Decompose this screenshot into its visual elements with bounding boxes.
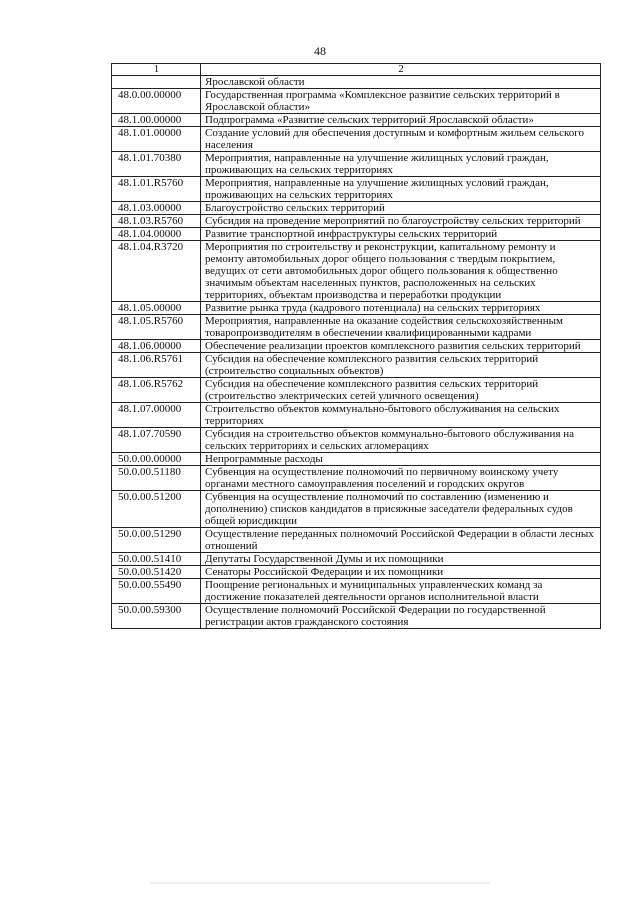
table-row bbox=[112, 466, 601, 491]
table-row bbox=[112, 228, 601, 241]
table-row bbox=[112, 340, 601, 353]
row-name: Развитие рынка труда (кадрового потенциала) на сельских территориях bbox=[201, 302, 601, 315]
table-row bbox=[112, 528, 601, 553]
row-code: 48.1.01.R5760 bbox=[112, 177, 201, 202]
row-code: 50.0.00.00000 bbox=[112, 453, 201, 466]
row-code: 50.0.00.59300 bbox=[112, 604, 201, 629]
table-row bbox=[112, 241, 601, 302]
table-row bbox=[112, 315, 601, 340]
table-row bbox=[112, 491, 601, 528]
table-row bbox=[112, 302, 601, 315]
row-code: 48.0.00.00000 bbox=[112, 89, 201, 114]
budget-codes-table bbox=[111, 63, 601, 629]
table-row bbox=[112, 428, 601, 453]
row-code: 50.0.00.51420 bbox=[112, 566, 201, 579]
table-row bbox=[112, 215, 601, 228]
row-name: Мероприятия, направленные на оказание содействия сельскохозяйственным товаропроизводителям в обеспечении квалифицированными кадрами bbox=[201, 315, 601, 340]
table-row bbox=[112, 177, 601, 202]
row-code: 50.0.00.55490 bbox=[112, 579, 201, 604]
row-name: Подпрограмма «Развитие сельских территорий Ярославской области» bbox=[201, 114, 601, 127]
row-name: Субсидия на обеспечение комплексного развития сельских территорий (строительство социальных объектов) bbox=[201, 353, 601, 378]
row-code: 48.1.07.70590 bbox=[112, 428, 201, 453]
row-name: Мероприятия, направленные на улучшение жилищных условий граждан, проживающих на сельских территориях bbox=[201, 177, 601, 202]
row-name: Развитие транспортной инфраструктуры сельских территорий bbox=[201, 228, 601, 241]
table-row bbox=[112, 579, 601, 604]
table-row bbox=[112, 566, 601, 579]
table-row bbox=[112, 152, 601, 177]
table-row bbox=[112, 114, 601, 127]
row-code: 48.1.06.R5762 bbox=[112, 378, 201, 403]
row-name: Мероприятия, направленные на улучшение жилищных условий граждан, проживающих на сельских территориях bbox=[201, 152, 601, 177]
table-row bbox=[112, 553, 601, 566]
row-name: Поощрение региональных и муниципальных управленческих команд за достижение показателей деятельности органов исполнительной власти bbox=[201, 579, 601, 604]
row-name: Создание условий для обеспечения доступным и комфортным жильем сельского населения bbox=[201, 127, 601, 152]
row-name: Осуществление переданных полномочий Российской Федерации в области лесных отношений bbox=[201, 528, 601, 553]
column-header-1: 1 bbox=[112, 64, 201, 76]
row-code: 48.1.01.00000 bbox=[112, 127, 201, 152]
row-code: 48.1.06.R5761 bbox=[112, 353, 201, 378]
row-name: Мероприятия по строительству и реконструкции, капитальному ремонту и ремонту автомобильных дорог общего пользования с твердым покрытием, ведущих от сети автомобильных дорог общего пользования к общественно значимым объектам населенных пунктов, расположенных на сельских территориях, объектам производства и переработки продукции bbox=[201, 241, 601, 302]
row-name: Строительство объектов коммунально-бытового обслуживания на сельских территориях bbox=[201, 403, 601, 428]
column-header-2: 2 bbox=[201, 64, 601, 76]
row-name: Депутаты Государственной Думы и их помощники bbox=[201, 553, 601, 566]
row-name: Обеспечение реализации проектов комплексного развития сельских территорий bbox=[201, 340, 601, 353]
table-row bbox=[112, 604, 601, 629]
row-name: Субсидия на обеспечение комплексного развития сельских территорий (строительство электрических сетей уличного освещения) bbox=[201, 378, 601, 403]
table-row bbox=[112, 353, 601, 378]
row-name: Государственная программа «Комплексное развитие сельских территорий в Ярославской области» bbox=[201, 89, 601, 114]
row-code: 50.0.00.51180 bbox=[112, 466, 201, 491]
row-name: Субвенция на осуществление полномочий по составлению (изменению и дополнению) списков кандидатов в присяжные заседатели федеральных судов общей юрисдикции bbox=[201, 491, 601, 528]
row-name: Непрограммные расходы bbox=[201, 453, 601, 466]
row-code: 48.1.05.00000 bbox=[112, 302, 201, 315]
row-name: Субвенция на осуществление полномочий по первичному воинскому учету органами местного самоуправления поселений и городских округов bbox=[201, 466, 601, 491]
table-row bbox=[112, 403, 601, 428]
row-code bbox=[112, 76, 201, 89]
table-row bbox=[112, 76, 601, 89]
row-name: Субсидия на проведение мероприятий по благоустройству сельских территорий bbox=[201, 215, 601, 228]
table-row bbox=[112, 202, 601, 215]
row-code: 48.1.06.00000 bbox=[112, 340, 201, 353]
row-name: Осуществление полномочий Российской Федерации по государственной регистрации актов гражданского состояния bbox=[201, 604, 601, 629]
row-code: 48.1.03.R5760 bbox=[112, 215, 201, 228]
row-code: 50.0.00.51200 bbox=[112, 491, 201, 528]
scan-edge-shadow bbox=[150, 882, 490, 884]
page-number: 48 bbox=[314, 44, 326, 58]
row-code: 48.1.05.R5760 bbox=[112, 315, 201, 340]
table-row bbox=[112, 127, 601, 152]
table-row bbox=[112, 89, 601, 114]
row-name: Благоустройство сельских территорий bbox=[201, 202, 601, 215]
row-name: Сенаторы Российской Федерации и их помощники bbox=[201, 566, 601, 579]
row-code: 48.1.07.00000 bbox=[112, 403, 201, 428]
table-row bbox=[112, 453, 601, 466]
row-name: Субсидия на строительство объектов коммунально-бытового обслуживания на сельских территориях и сельских агломерациях bbox=[201, 428, 601, 453]
row-code: 48.1.03.00000 bbox=[112, 202, 201, 215]
row-code: 50.0.00.51290 bbox=[112, 528, 201, 553]
table-row bbox=[112, 378, 601, 403]
row-code: 48.1.00.00000 bbox=[112, 114, 201, 127]
row-code: 48.1.04.00000 bbox=[112, 228, 201, 241]
row-name: Ярославской области bbox=[201, 76, 601, 89]
row-code: 48.1.01.70380 bbox=[112, 152, 201, 177]
row-code: 48.1.04.R3720 bbox=[112, 241, 201, 302]
table-header-row bbox=[112, 64, 601, 76]
row-code: 50.0.00.51410 bbox=[112, 553, 201, 566]
